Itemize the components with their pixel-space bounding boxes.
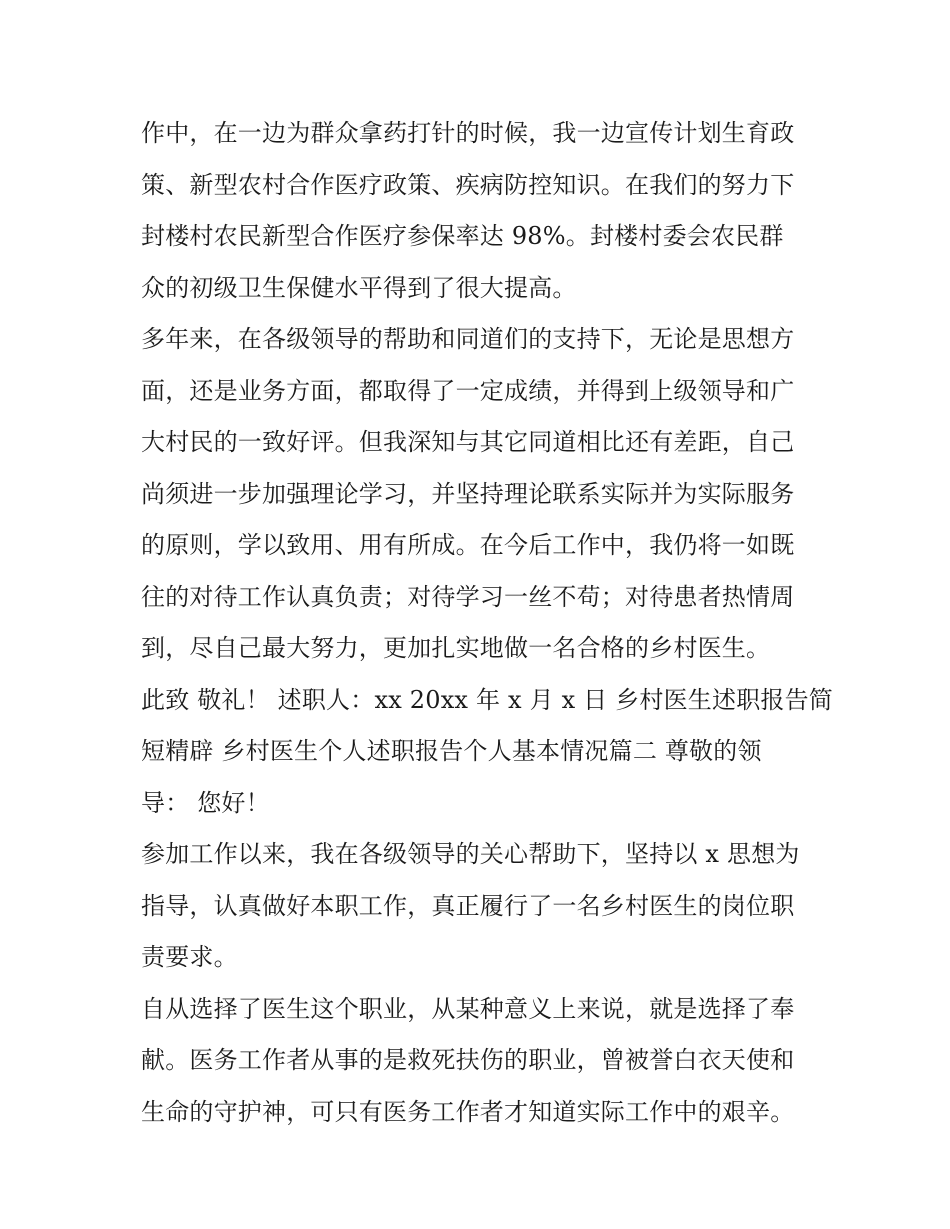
text-line: 作中，在一边为群众拿药打针的时候，我一边宣传计划生育政 xyxy=(141,119,795,147)
text-line: 责要求。 xyxy=(141,943,238,971)
text-line: 参加工作以来，我在各级领导的关心帮助下，坚持以 x 思想为 xyxy=(141,840,800,868)
text-line: 此致 敬礼！ 述职人：xx 20xx 年 x 月 x 日 乡村医生述职报告简 xyxy=(141,685,834,714)
text-line: 众的初级卫生保健水平得到了很大提高。 xyxy=(141,273,577,302)
text-line: 封楼村农民新型合作医疗参保率达 98%。封楼村委会农民群 xyxy=(141,222,784,250)
text-line: 到，尽自己最大努力，更加扎实地做一名合格的乡村医生。 xyxy=(141,634,771,662)
text-line: 面，还是业务方面，都取得了一定成绩，并得到上级领导和广 xyxy=(141,376,795,405)
text-line: 的原则，学以致用、用有所成。在今后工作中，我仍将一如既 xyxy=(141,531,795,559)
text-line: 往的对待工作认真负责；对待学习一丝不苟；对待患者热情周 xyxy=(141,582,795,611)
document-body xyxy=(141,108,834,1138)
text-line: 多年来，在各级领导的帮助和同道们的支持下，无论是思想方 xyxy=(141,325,795,353)
text-line: 献。医务工作者从事的是救死扶伤的职业，曾被誉白衣天使和 xyxy=(141,1046,795,1074)
text-line: 尚须进一步加强理论学习，并坚持理论联系实际并为实际服务 xyxy=(141,479,795,508)
text-line: 大村民的一致好评。但我深知与其它同道相比还有差距，自己 xyxy=(141,428,795,456)
text-line: 生命的守护神，可只有医务工作者才知道实际工作中的艰辛。 xyxy=(141,1097,795,1126)
text-line: 导： 您好！ xyxy=(141,788,270,817)
text-line: 短精辟 乡村医生个人述职报告个人基本情况篇二 尊敬的领 xyxy=(141,737,762,765)
text-line: 指导，认真做好本职工作，真正履行了一名乡村医生的岗位职 xyxy=(141,891,795,920)
text-line: 自从选择了医生这个职业，从某种意义上来说，就是选择了奉 xyxy=(141,994,795,1023)
text-line: 策、新型农村合作医疗政策、疾病防控知识。在我们的努力下 xyxy=(141,170,795,199)
